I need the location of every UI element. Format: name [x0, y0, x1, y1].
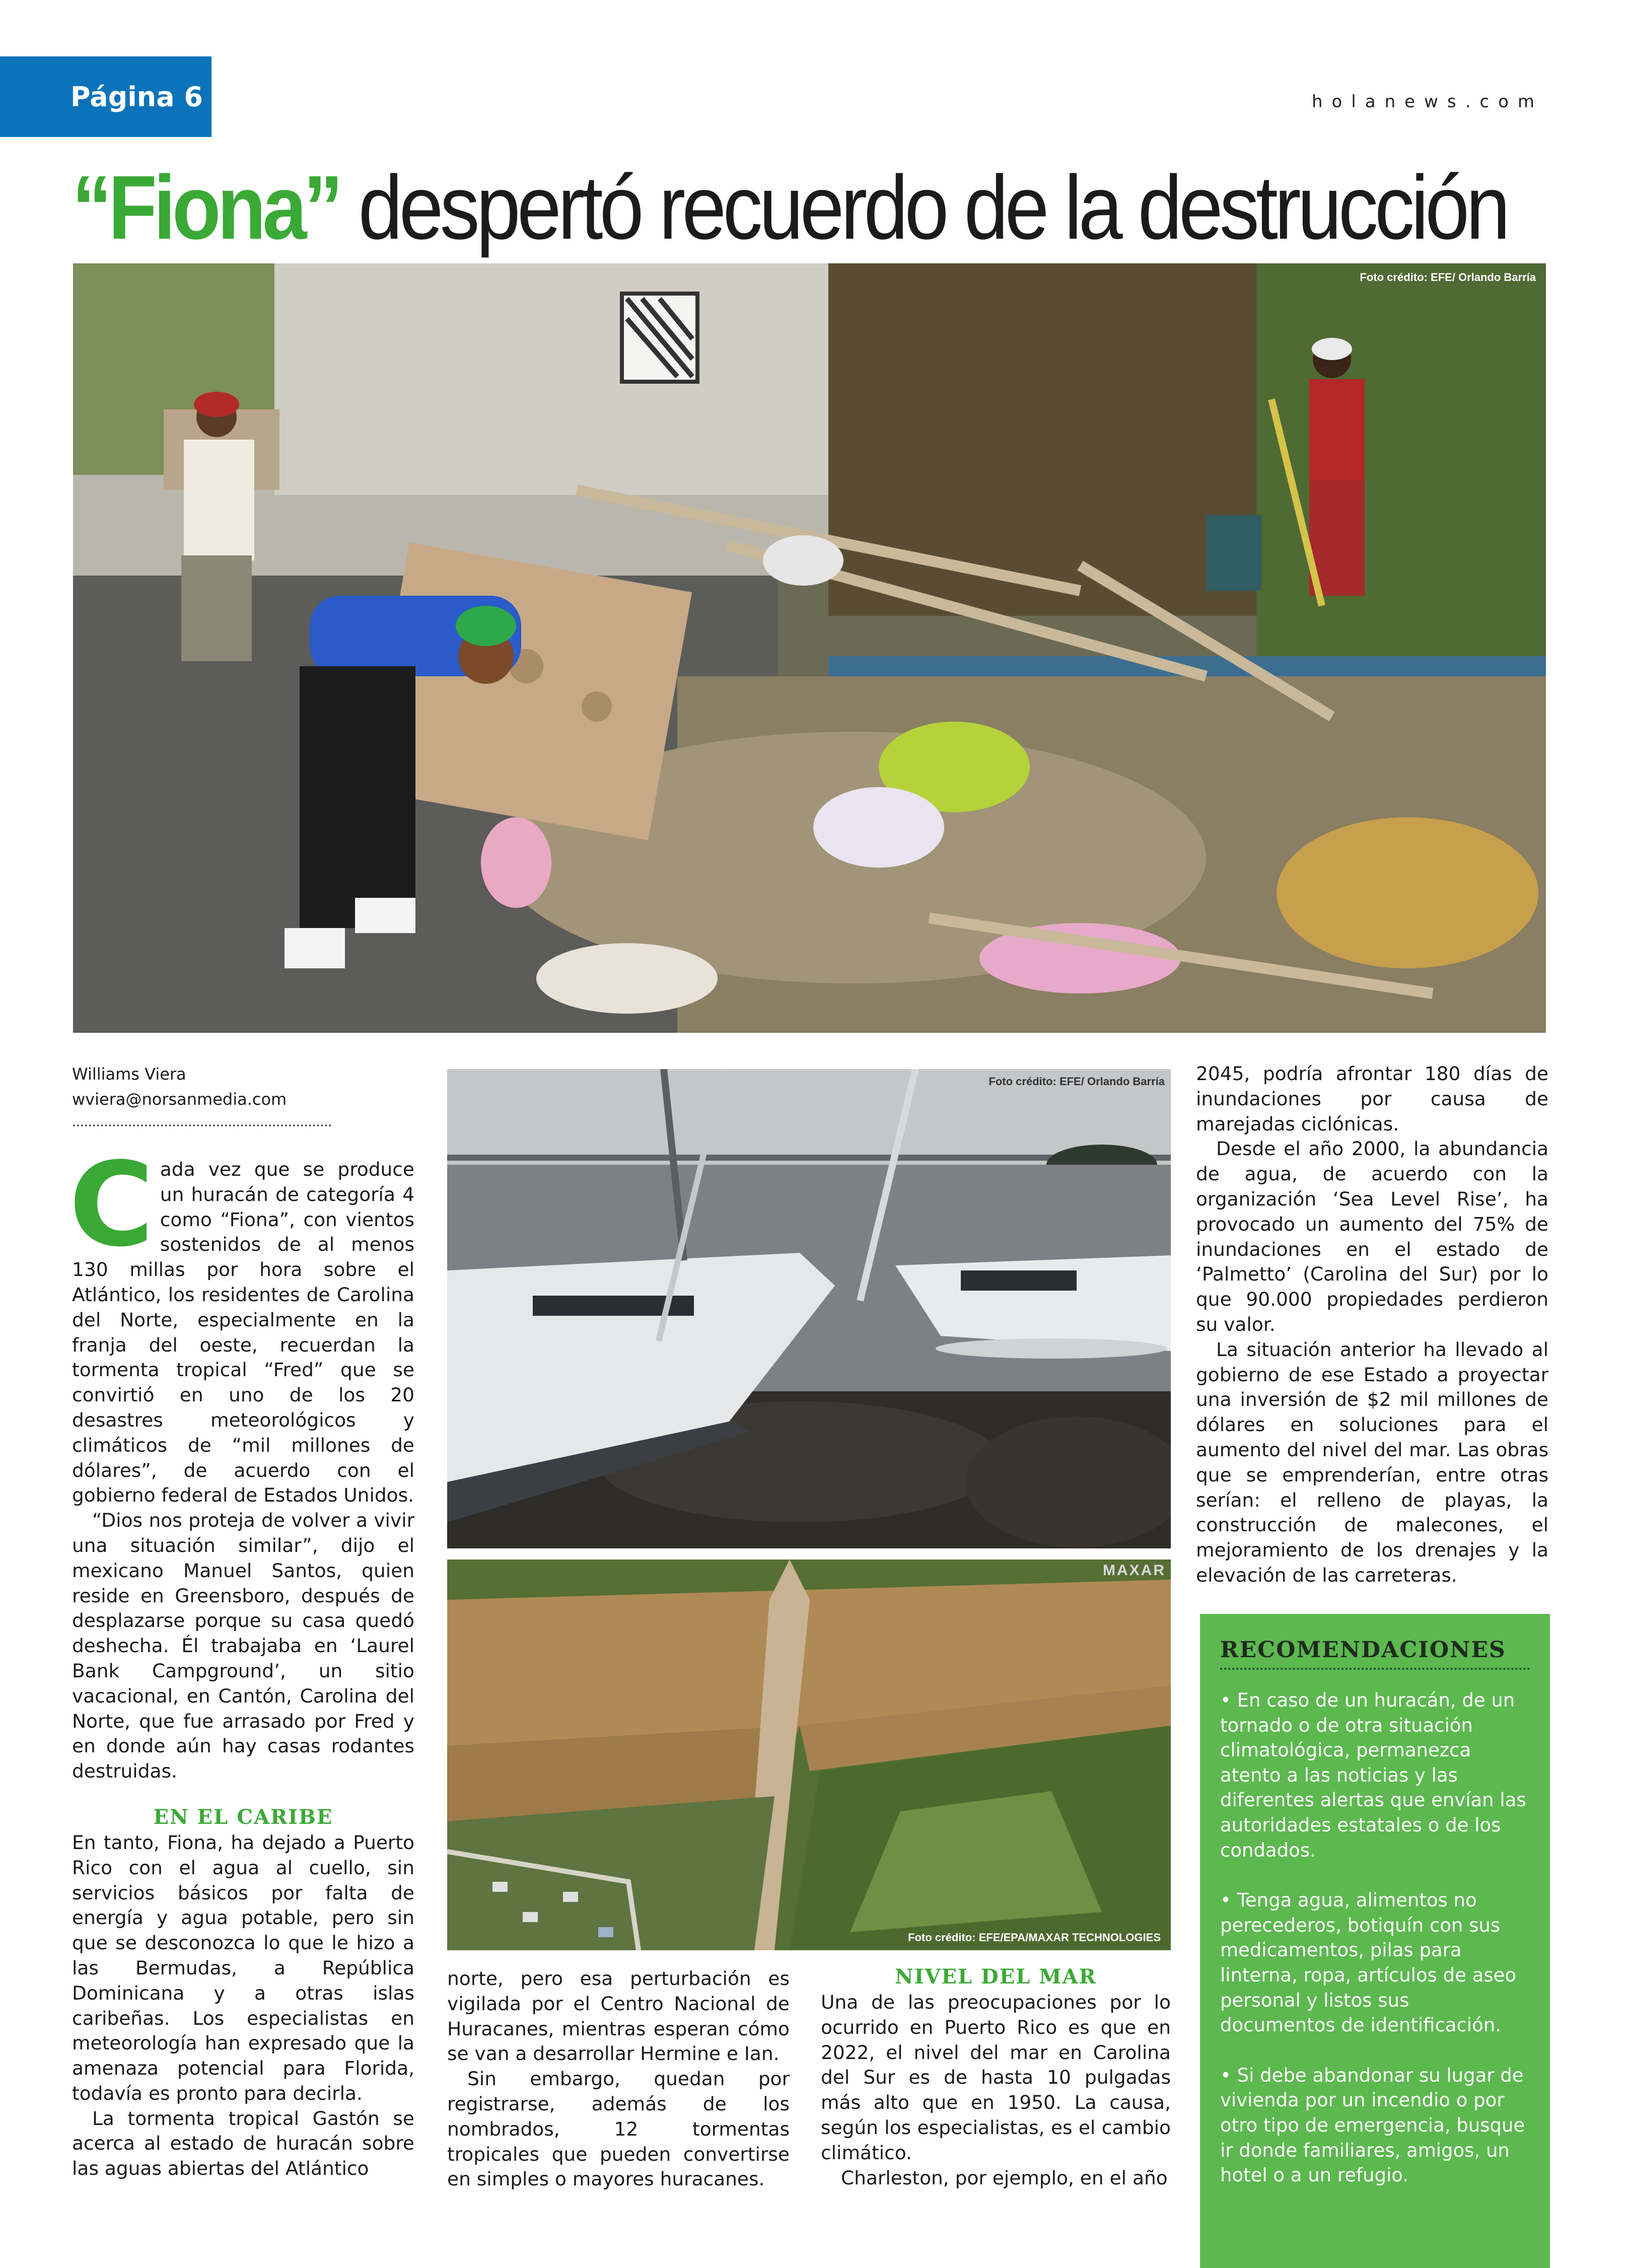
paragraph: La tormenta tropical Gastón se acerca al estado de huracán sobre las aguas abiertas del Atlántico: [72, 2107, 414, 2180]
boats-photo: [447, 1069, 1171, 1548]
byline-divider: [73, 1124, 331, 1126]
page-number-tab: [0, 56, 211, 137]
recommendation-item: • Tenga agua, alimentos no perecederos, botiquín con sus medicamentos, pilas para linterna, ropa, artículos de aseo personal y listos sus documentos de identificación.: [1220, 1889, 1516, 2036]
paragraph: “Dios nos proteja de volver a vivir una situación similar”, dijo el mexicano Manuel Santos, quien reside en Greensboro, después de desplazarse porque su casa quedó deshecha. Él trabajaba en ‘Laurel Bank Campground’, un sitio vacacional, en Cantón, Carolina del Norte, que fue arrasado por Fred y en donde aún hay casas rodantes destruidas.: [72, 1509, 414, 1783]
paragraph: En tanto, Fiona, ha dejado a Puerto Rico con el agua al cuello, sin servicios básicos por falta de energía y agua potable, pero sin que se desconozca lo que le hizo a las Bermudas, a República Dominicana y a otras islas caribeñas. Los especialistas en meteorología han expresado que la amenaza potencial para Florida, todavía es pronto para decirla.: [72, 1831, 414, 2104]
byline: [72, 1061, 287, 1112]
aerial-photo-credit: Foto crédito: EFE/EPA/MAXAR TECHNOLOGIES: [908, 1931, 1161, 1944]
article-column-2: [447, 1966, 790, 2192]
page-number: Página 6: [70, 81, 203, 113]
headline-accent: “Fiona”: [72, 157, 340, 258]
paragraph: La situación anterior ha llevado al gobierno de ese Estado a proyectar una inversión de $2 mil millones de dólares en soluciones para el aumento del nivel del mar. Las obras que se emprenderían, entre otras serían: el relleno de playas, la construcción de malecones, el mejoramiento de los drenajes y la elevación de las carreteras.: [1196, 1338, 1548, 1586]
author-email[interactable]: wviera@norsanmedia.com: [72, 1090, 287, 1109]
paragraph: norte, pero esa perturbación es vigilada por el Centro Nacional de Huracanes, mientras esperan cómo se van a desarrollar Hermine e Ian.: [447, 1967, 790, 2065]
main-photo: [73, 263, 1546, 1033]
flooded-aerial-illustration: [447, 1560, 1171, 1950]
recommendation-item: • En caso de un huracán, de un tornado o de otra situación climatológica, permanezca atento a las noticias y las diferentes alertas que envían las autoridades estatales o de los condados.: [1220, 1689, 1526, 1861]
headline-text: despertó recuerdo de la destrucción: [339, 157, 1507, 258]
headline: [72, 150, 1507, 266]
recommendations-box: [1200, 1614, 1550, 2268]
main-photo-credit: Foto crédito: EFE/ Orlando Barría: [1360, 271, 1536, 284]
site-name[interactable]: holanews.com: [1311, 92, 1543, 112]
subhead-nivel-del-mar: NIVEL DEL MAR: [895, 1965, 1097, 1989]
recommendations-title: RECOMENDACIONES: [1220, 1637, 1506, 1663]
paragraph: [69, 1138, 414, 1508]
drop-cap: C: [69, 1138, 154, 1272]
paragraph: Desde el año 2000, la abundancia de agua, de acuerdo con la organización ‘Sea Level Rise’, ha provocado un aumento del 75% de inundaciones en el estado de ‘Palmetto’ (Carolina del Sur) por lo que 90.000 propiedades perdieron su valor.: [1196, 1138, 1548, 1335]
paragraph: Charleston, por ejemplo, en el año: [841, 2166, 1168, 2189]
recommendation-item: • Si debe abandonar su lugar de vivienda por un incendio o por otro tipo de emergencia, busque ir donde familiares, amigos, un hotel o a un refugio.: [1220, 2064, 1525, 2186]
paragraph: Sin embargo, quedan por registrarse, además de los nombrados, 12 tormentas tropicales que pueden convertirse en simples o mayores huracanes.: [447, 2068, 790, 2190]
paragraph: 2045, podría afrontar 180 días de inundaciones por causa de marejadas ciclónicas.: [1196, 1062, 1548, 1135]
recommendations-divider: [1220, 1668, 1530, 1670]
aerial-photo: [447, 1560, 1171, 1950]
article-column-4: [1196, 1061, 1548, 1588]
article-column-3: [821, 1964, 1171, 2190]
stranded-boats-illustration: [447, 1069, 1171, 1548]
boats-photo-credit: Foto crédito: EFE/ Orlando Barría: [988, 1075, 1165, 1088]
article-column-1: [69, 1138, 414, 2181]
paragraph-text: ada vez que se produce un huracán de categoría 4 como “Fiona”, con vientos sostenidos de al menos 130 millas por hora sobre el Atlántico, los residentes de Carolina del Norte, especialmente en la franja del oeste, recuerdan la tormenta tropical “Fred” que se convirtió en uno de los 20 desastres meteorológicos y climáticos de “mil millones de dólares”, de acuerdo con el gobierno federal de Estados Unidos.: [72, 1158, 414, 1507]
paragraph: Una de las preocupaciones por lo ocurrido en Puerto Rico es que en 2022, el nivel del mar en Carolina del Sur es de hasta 10 pulgadas más alto que en 1950. La causa, según los especialistas, es el cambio climático.: [821, 1991, 1171, 2164]
author-name: Williams Viera: [72, 1065, 186, 1084]
aerial-watermark: MAXAR: [1103, 1562, 1166, 1579]
debris-scene-illustration: [73, 263, 1546, 1033]
subhead-caribe: EN EL CARIBE: [153, 1805, 333, 1829]
